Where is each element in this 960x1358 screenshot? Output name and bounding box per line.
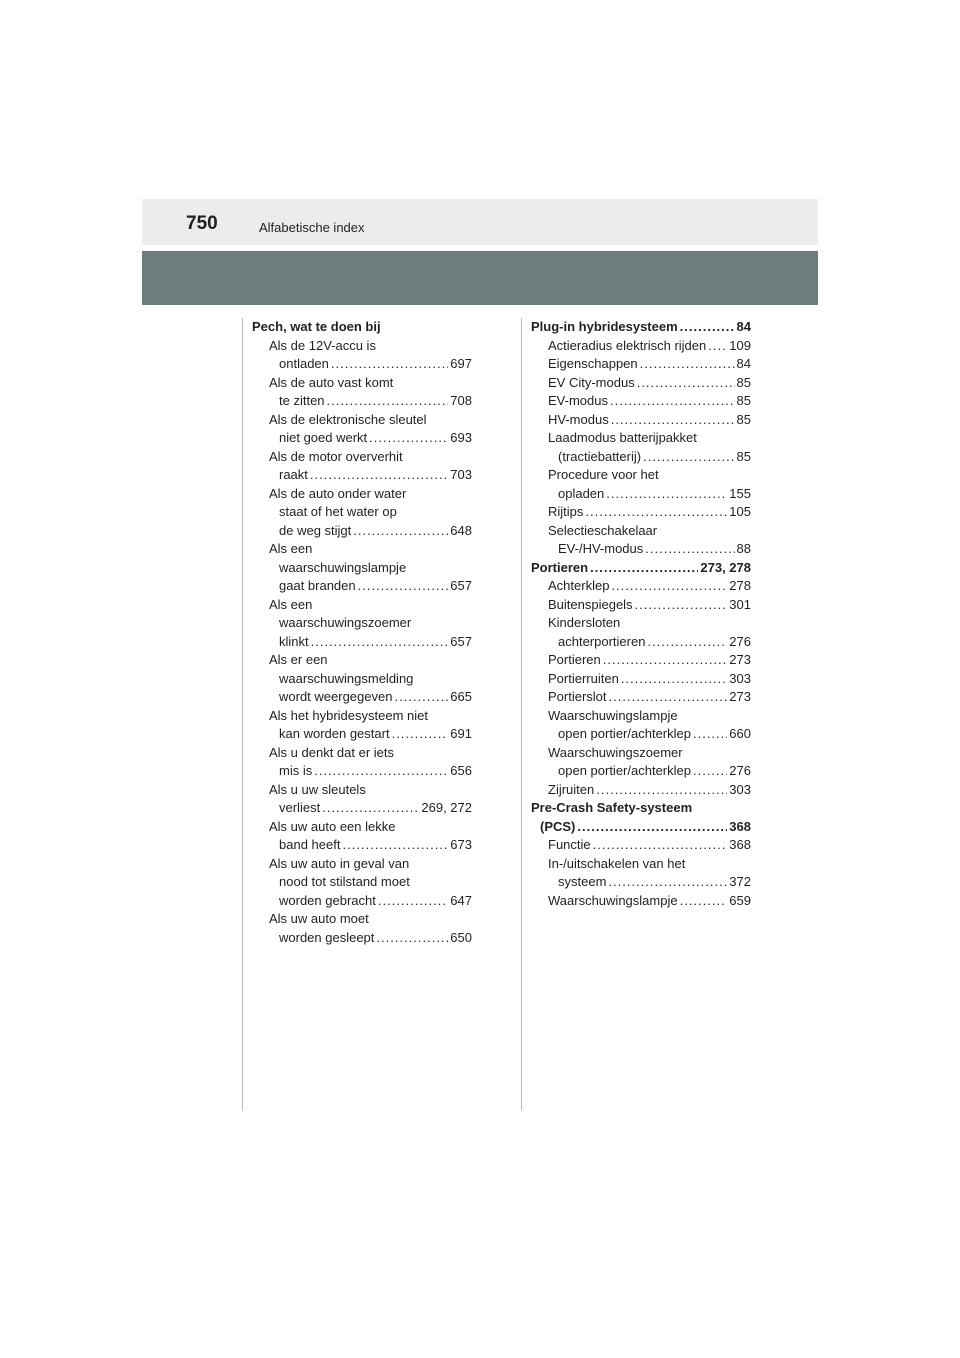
index-entry-term: EV City-modus xyxy=(548,374,635,390)
index-heading: Pre-Crash Safety-systeem xyxy=(531,800,693,815)
index-entry-page: 84 xyxy=(736,319,751,334)
index-entry-term: verliest xyxy=(279,800,321,815)
index-entry-page: 665 xyxy=(450,689,472,704)
index-entry xyxy=(531,577,751,596)
index-line: Als uw auto moet xyxy=(269,911,369,926)
index-entry-page: 368 xyxy=(729,837,751,852)
index-entry-term: open portier/achterklep xyxy=(558,726,691,741)
index-entry-term: ontladen xyxy=(279,356,329,371)
index-entry xyxy=(252,836,472,855)
header-band xyxy=(142,199,818,245)
index-entry xyxy=(531,596,751,615)
index-entry-page: 368 xyxy=(729,818,751,834)
index-entry-page: 88 xyxy=(736,541,751,556)
index-entry-term: de weg stijgt xyxy=(279,522,352,538)
dot-leader xyxy=(376,929,448,948)
index-entry xyxy=(252,725,472,744)
index-entry-page: 278 xyxy=(729,578,751,593)
index-entry xyxy=(531,448,751,467)
dot-leader xyxy=(322,799,419,818)
index-entry-term: worden gesleept xyxy=(279,929,375,945)
index-line: Als de auto onder water xyxy=(269,485,407,501)
dot-leader xyxy=(640,355,735,374)
index-line: Als de 12V-accu is xyxy=(269,337,376,353)
dot-leader xyxy=(608,873,727,892)
index-line: Selectieschakelaar xyxy=(548,522,658,538)
index-entry-page: 648 xyxy=(450,522,472,538)
index-entry-term: (tractiebatterij) xyxy=(558,448,642,464)
index-entry-term: gaat branden xyxy=(279,578,356,593)
index-entry-term: Rijtips xyxy=(548,504,584,519)
chapter-band xyxy=(142,251,818,305)
index-entry xyxy=(531,559,751,578)
index-entry-term: Portierslot xyxy=(548,689,607,704)
dot-leader xyxy=(610,392,735,411)
column-divider-middle xyxy=(521,318,522,1111)
index-entry-term: wordt weergegeven xyxy=(279,689,393,704)
index-entry-term: opladen xyxy=(558,485,605,501)
index-entry-term: systeem xyxy=(558,874,607,889)
dot-leader xyxy=(643,448,734,467)
index-entry-page: 276 xyxy=(729,763,751,778)
index-entry-page: 656 xyxy=(450,763,472,778)
index-entry xyxy=(531,892,751,911)
index-entry-page: 708 xyxy=(450,393,472,408)
index-entry-page: 105 xyxy=(729,504,751,519)
dot-leader xyxy=(647,633,727,652)
index-entry xyxy=(531,411,751,430)
index-line: Als u denkt dat er iets xyxy=(269,744,395,760)
dot-leader xyxy=(621,670,727,689)
index-entry xyxy=(531,633,751,652)
column-divider-left xyxy=(242,318,243,1111)
index-entry-page: 85 xyxy=(736,411,751,427)
dot-leader xyxy=(342,836,448,855)
dot-leader xyxy=(369,429,448,448)
index-entry xyxy=(252,577,472,596)
dot-leader xyxy=(680,892,728,911)
index-line: Als de motor oververhit xyxy=(269,448,403,464)
dot-leader xyxy=(693,725,727,744)
dot-leader xyxy=(358,577,449,596)
index-line: Als een xyxy=(269,541,313,556)
section-title: Alfabetische index xyxy=(259,220,365,235)
index-entry-page: 693 xyxy=(450,430,472,445)
index-entry-page: 657 xyxy=(450,633,472,649)
index-entry-term: Portieren xyxy=(548,652,601,667)
index-entry-page: 703 xyxy=(450,467,472,482)
index-column-right xyxy=(531,318,751,910)
dot-leader xyxy=(635,596,728,615)
index-entry-term: Achterklep xyxy=(548,578,610,593)
index-line: Laadmodus batterijpakket xyxy=(548,430,697,445)
index-entry xyxy=(252,762,472,781)
index-entry-term: (PCS) xyxy=(540,818,576,834)
index-entry-term: Plug-in hybridesysteem xyxy=(531,319,678,334)
index-entry-page: 697 xyxy=(450,356,472,371)
index-entry xyxy=(252,392,472,411)
index-entry-page: 273, 278 xyxy=(700,559,751,575)
index-entry-term: mis is xyxy=(279,763,313,778)
index-entry-term: EV-/HV-modus xyxy=(558,541,644,556)
dot-leader xyxy=(590,559,698,578)
index-entry xyxy=(531,503,751,522)
index-line: waarschuwingszoemer xyxy=(279,615,412,630)
index-line: Als er een xyxy=(269,652,328,667)
index-entry-page: 301 xyxy=(729,596,751,612)
index-entry-page: 85 xyxy=(736,393,751,408)
index-line: In-/uitschakelen van het xyxy=(548,855,686,871)
index-entry xyxy=(252,466,472,485)
dot-leader xyxy=(394,688,448,707)
index-entry-term: Functie xyxy=(548,837,591,852)
index-entry xyxy=(531,781,751,800)
index-entry-term: HV-modus xyxy=(548,411,609,427)
dot-leader xyxy=(645,540,734,559)
index-entry xyxy=(531,318,751,337)
index-entry-page: 372 xyxy=(729,874,751,889)
index-entry-page: 276 xyxy=(729,633,751,649)
index-entry xyxy=(531,725,751,744)
index-line: staat of het water op xyxy=(279,504,397,519)
dot-leader xyxy=(585,503,727,522)
index-entry xyxy=(531,485,751,504)
index-entry-page: 273 xyxy=(729,689,751,704)
dot-leader xyxy=(611,577,727,596)
index-entry-term: Eigenschappen xyxy=(548,356,638,371)
index-line: waarschuwingslampje xyxy=(279,559,407,575)
index-column-left xyxy=(252,318,472,947)
index-entry-term: klinkt xyxy=(279,633,309,649)
dot-leader xyxy=(680,318,735,337)
index-entry xyxy=(531,540,751,559)
index-entry xyxy=(531,818,751,837)
index-entry xyxy=(531,392,751,411)
index-entry xyxy=(252,633,472,652)
index-entry-term: te zitten xyxy=(279,393,325,408)
index-entry xyxy=(252,688,472,707)
index-entry-term: Actieradius elektrisch rijden xyxy=(548,337,707,353)
index-entry-page: 109 xyxy=(729,337,751,353)
index-entry xyxy=(531,374,751,393)
index-entry-page: 269, 272 xyxy=(421,800,472,815)
index-entry-term: open portier/achterklep xyxy=(558,763,691,778)
index-line: waarschuwingsmelding xyxy=(279,670,414,686)
index-entry xyxy=(252,929,472,948)
index-entry xyxy=(531,836,751,855)
index-entry-page: 155 xyxy=(729,485,751,501)
dot-leader xyxy=(577,818,727,837)
index-entry xyxy=(252,355,472,374)
index-entry-term: worden gebracht xyxy=(279,892,376,908)
index-entry xyxy=(531,688,751,707)
index-entry-term: Portieren xyxy=(531,559,589,575)
index-entry-term: raakt xyxy=(279,467,308,482)
index-line: Als uw auto in geval van xyxy=(269,855,410,871)
dot-leader xyxy=(310,466,448,485)
index-line: nood tot stilstand moet xyxy=(279,874,410,889)
dot-leader xyxy=(327,392,449,411)
index-line: Procedure voor het xyxy=(548,467,659,482)
index-entry-page: 85 xyxy=(736,374,751,390)
index-entry-term: Waarschuwingslampje xyxy=(548,892,678,908)
index-entry xyxy=(252,799,472,818)
dot-leader xyxy=(596,781,727,800)
index-entry-term: band heeft xyxy=(279,837,341,852)
index-entry-term: kan worden gestart xyxy=(279,726,390,741)
index-entry-page: 303 xyxy=(729,781,751,797)
index-line: Als de auto vast komt xyxy=(269,374,394,390)
index-entry-term: EV-modus xyxy=(548,393,608,408)
dot-leader xyxy=(314,762,448,781)
index-entry-page: 273 xyxy=(729,652,751,667)
dot-leader xyxy=(378,892,448,911)
index-line: Als een xyxy=(269,596,313,612)
index-entry xyxy=(252,429,472,448)
index-entry xyxy=(531,651,751,670)
index-entry xyxy=(531,337,751,356)
index-entry-page: 650 xyxy=(450,929,472,945)
index-entry-page: 84 xyxy=(736,356,751,371)
index-entry-term: achterportieren xyxy=(558,633,646,649)
index-entry xyxy=(531,762,751,781)
index-entry xyxy=(252,892,472,911)
index-entry-page: 691 xyxy=(450,726,472,741)
index-entry xyxy=(531,670,751,689)
index-entry xyxy=(531,355,751,374)
dot-leader xyxy=(353,522,448,541)
dot-leader xyxy=(611,411,735,430)
dot-leader xyxy=(311,633,449,652)
index-line: Waarschuwingslampje xyxy=(548,707,678,723)
index-entry-page: 673 xyxy=(450,837,472,852)
index-entry-page: 647 xyxy=(450,892,472,908)
index-entry-page: 657 xyxy=(450,578,472,593)
dot-leader xyxy=(331,355,448,374)
index-entry-page: 659 xyxy=(729,892,751,908)
index-entry-term: Zijruiten xyxy=(548,781,595,797)
index-entry-term: niet goed werkt xyxy=(279,430,368,445)
index-line: Kindersloten xyxy=(548,615,621,630)
index-heading: Pech, wat te doen bij xyxy=(252,319,381,334)
index-line: Als de elektronische sleutel xyxy=(269,411,427,427)
index-entry xyxy=(252,522,472,541)
index-entry xyxy=(531,873,751,892)
index-entry-term: Portierruiten xyxy=(548,670,619,686)
index-line: Als het hybridesysteem niet xyxy=(269,707,428,723)
index-entry-page: 660 xyxy=(729,726,751,741)
dot-leader xyxy=(693,762,727,781)
dot-leader xyxy=(606,485,727,504)
index-entry-term: Buitenspiegels xyxy=(548,596,633,612)
index-line: Waarschuwingszoemer xyxy=(548,744,683,760)
index-line: Als u uw sleutels xyxy=(269,781,366,797)
dot-leader xyxy=(609,688,728,707)
dot-leader xyxy=(603,651,728,670)
index-entry-page: 303 xyxy=(729,670,751,686)
dot-leader xyxy=(637,374,735,393)
index-entry-page: 85 xyxy=(736,448,751,464)
dot-leader xyxy=(593,836,728,855)
index-line: Als uw auto een lekke xyxy=(269,818,396,834)
dot-leader xyxy=(708,337,727,356)
page-number: 750 xyxy=(186,213,218,234)
dot-leader xyxy=(392,725,449,744)
